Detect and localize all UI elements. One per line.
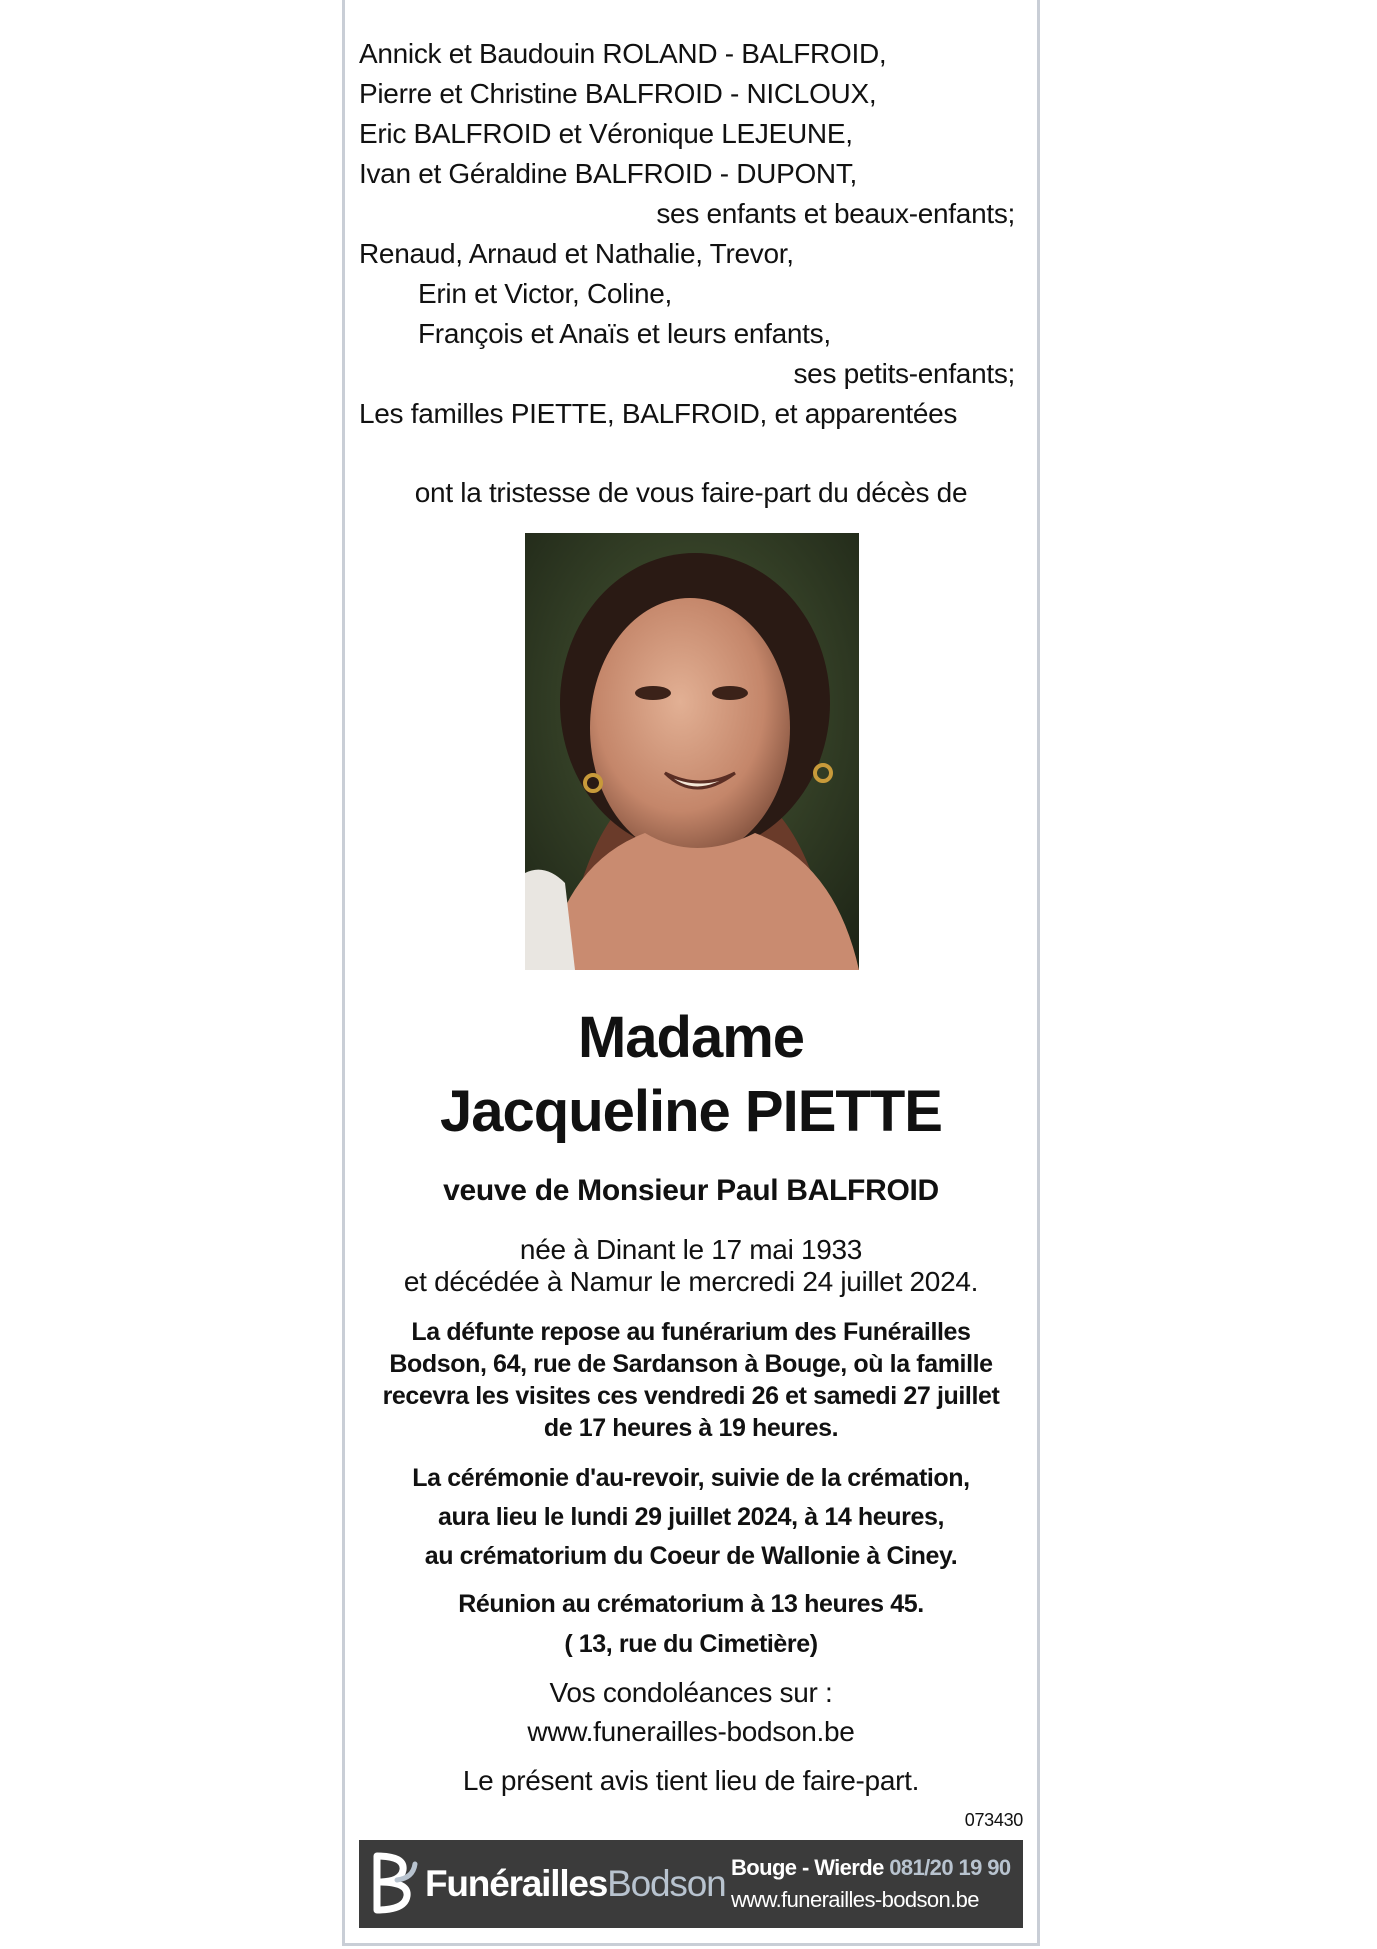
death-text: et décédée à Namur le mercredi 24 juillet 2024. [403,1266,979,1297]
visitation-line: recevra les visites ces vendredi 26 et samedi 27 juillet [382,1382,1000,1410]
meeting-line: Réunion au crématorium à 13 heures 45. [458,1590,924,1618]
funeral-home-footer [359,1840,1023,1928]
notice-text: Le présent avis tient lieu de faire-part. [462,1765,920,1796]
family-children-line: Annick et Baudouin ROLAND - BALFROID, [359,38,887,69]
meeting-address: ( 13, rue du Cimetière) [564,1630,818,1658]
family-grandchildren-line: Renaud, Arnaud et Nathalie, Trevor, [359,238,794,269]
deceased-name: Jacqueline PIETTE [440,1079,942,1144]
condolences-label: Vos condoléances sur : [549,1677,833,1708]
brand-name-part2: Bodson [607,1863,726,1904]
deceased-title: Madame [577,1005,805,1070]
children-label: ses enfants et beaux-enfants; [656,198,1015,229]
brand-name-part1: Funérailles [425,1863,608,1904]
portrait-illustration [525,533,859,970]
reference-number: 073430 [964,1810,1023,1830]
family-children-line: Pierre et Christine BALFROID - NICLOUX, [359,78,877,109]
footer-contact-line [731,1854,1011,1882]
visitation-line: Bodson, 64, rue de Sardanson à Bouge, où la famille [389,1350,993,1378]
family-children-line: Ivan et Géraldine BALFROID - DUPONT, [359,158,858,189]
ceremony-line: au crématorium du Coeur de Wallonie à Ciney. [424,1542,958,1570]
bf-logo-icon [371,1850,419,1916]
visitation-line: de 17 heures à 19 heures. [543,1414,839,1442]
ceremony-line: La cérémonie d'au-revoir, suivie de la crémation, [412,1464,970,1492]
visitation-line: La défunte repose au funérarium des Funérailles [411,1318,971,1346]
widow-of-text: veuve de Monsieur Paul BALFROID [443,1174,939,1207]
ceremony-line: aura lieu le lundi 29 juillet 2024, à 14 heures, [437,1503,945,1531]
birth-text: née à Dinant le 17 mai 1933 [519,1234,863,1265]
families-line: Les familles PIETTE, BALFROID, et apparentées [359,398,958,429]
grandchildren-label: ses petits-enfants; [793,358,1015,389]
announcement-text: ont la tristesse de vous faire-part du décès de [414,477,968,508]
family-children-line: Eric BALFROID et Véronique LEJEUNE, [359,118,853,149]
brand-name [425,1862,725,1906]
family-grandchildren-line: François et Anaïs et leurs enfants, [418,318,831,349]
footer-location: Bouge - Wierde [731,1855,884,1880]
footer-website[interactable]: www.funerailles-bodson.be [731,1887,979,1912]
deceased-photo [525,533,859,970]
family-grandchildren-line: Erin et Victor, Coline, [418,278,673,309]
condolences-url[interactable]: www.funerailles-bodson.be [527,1716,855,1747]
obituary-card [342,0,1040,1946]
footer-phone[interactable]: 081/20 19 90 [889,1855,1011,1880]
